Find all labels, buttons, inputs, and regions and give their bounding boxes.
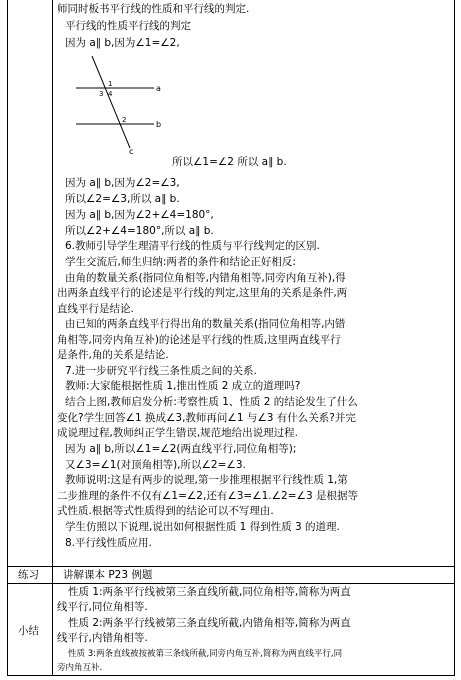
row-divider-practice <box>7 566 455 567</box>
transversal-c <box>92 56 130 148</box>
table-left-border <box>7 0 8 676</box>
practice-label: 练习 <box>18 569 39 581</box>
text-line: 学生仿照以下说理,说出如何根据性质 1 得到性质 3 的道理. <box>65 521 340 533</box>
text-line: 出两条直线平行的论述是平行线的判定,这里角的关系是条件,两 <box>57 287 348 299</box>
line-label-a: a <box>156 84 161 93</box>
table-right-border <box>454 0 455 676</box>
text-line: 变化?学生回答∠1 换成∠3,教师再问∠1 与∠3 有什么关系?并完 <box>57 412 356 424</box>
text-line: 学生交流后,师生归纳:两者的条件和结论正好相反: <box>65 256 296 268</box>
angle-label-3: 3 <box>99 90 104 98</box>
text-line: 教师说明:这是有两步的说理,第一步推理根据平行线性质 1,第 <box>65 474 348 486</box>
text-line: 所以∠2=∠3,所以 a∥ b. <box>65 193 180 205</box>
table-column-divider <box>52 0 53 676</box>
text-line: 所以∠1=∠2 所以 a∥ b. <box>172 156 287 168</box>
text-line: 8.平行线性质应用. <box>65 537 152 549</box>
text-line: 角相等,同旁内角互补)的论述是平行线的性质,这里两直线平行 <box>57 334 341 346</box>
text-line: 因为 a∥ b,因为∠2+∠4=180°, <box>65 209 214 221</box>
text-line: 又∠3=∠1(对顶角相等),所以∠2=∠3. <box>65 459 246 471</box>
summary-property-2-cont: 线平行,内错角相等. <box>57 632 148 644</box>
practice-text: 讲解课本 P23 例题 <box>63 569 153 581</box>
text-line: 所以∠2+∠4=180°,所以 a∥ b. <box>65 225 214 237</box>
table-bottom-border <box>7 675 455 676</box>
text-line: 二步推理的条件不仅有∠1=∠2,还有∠3=∠1.∠2=∠3 是根据等 <box>57 490 358 502</box>
text-line: 成说理过程,教师纠正学生错误,规范地给出说理过程. <box>57 427 299 439</box>
text-line: 平行线的性质平行线的判定 <box>65 20 191 32</box>
text-line: 结合上图,教师启发分析:考察性质 1、性质 2 的结论发生了什么 <box>65 396 358 408</box>
summary-property-3: 性质 3:两条直线被按被第三条线所截,同旁内角互补,简称为两直线平行,同 <box>68 649 343 659</box>
angle-label-1: 1 <box>108 80 113 88</box>
summary-label: 小结 <box>18 625 39 637</box>
summary-property-3-cont: 旁内角互补. <box>57 663 103 673</box>
angle-label-4: 4 <box>108 90 113 98</box>
text-line: 是条件,角的关系是结论. <box>57 349 169 361</box>
summary-property-1: 性质 1:两条平行线被第三条直线所截,同位角相等,简称为两直 <box>68 586 351 598</box>
text-line: 式性质.根据等式性质得到的结论可以不写理由. <box>57 505 274 517</box>
text-line: 由已知的两条直线平行得出角的数量关系(指同位角相等,内错 <box>65 318 346 330</box>
text-line: 6.教师引导学生理清平行线的性质与平行线判定的区别. <box>65 240 320 252</box>
parallel-lines-figure <box>72 52 172 156</box>
line-label-b: b <box>156 120 162 129</box>
row-divider-summary <box>7 583 455 584</box>
summary-property-1-cont: 线平行,同位角相等. <box>57 601 148 613</box>
text-line: 教师:大家能根据性质 1,推出性质 2 成立的道理吗? <box>65 380 301 392</box>
text-line: 因为 a∥ b,因为∠2=∠3, <box>65 177 180 189</box>
summary-property-2: 性质 2:两条平行线被第三条直线所截,内错角相等,简称为两直 <box>68 617 351 629</box>
text-line: 7.进一步研究平行线三条性质之间的关系. <box>65 365 257 377</box>
text-line: 师同时板书平行线的性质和平行线的判定. <box>57 3 250 15</box>
text-line: 直线平行是结论. <box>57 303 134 315</box>
angle-label-2: 2 <box>122 116 127 124</box>
line-label-c: c <box>129 147 134 156</box>
text-line: 因为 a∥ b,因为∠1=∠2, <box>65 37 180 49</box>
text-line: 由角的数量关系(指同位角相等,内错角相等,同旁内角互补),得 <box>65 272 346 284</box>
text-line: 因为 a∥ b,所以∠1=∠2(两直线平行,同位角相等); <box>65 443 297 455</box>
